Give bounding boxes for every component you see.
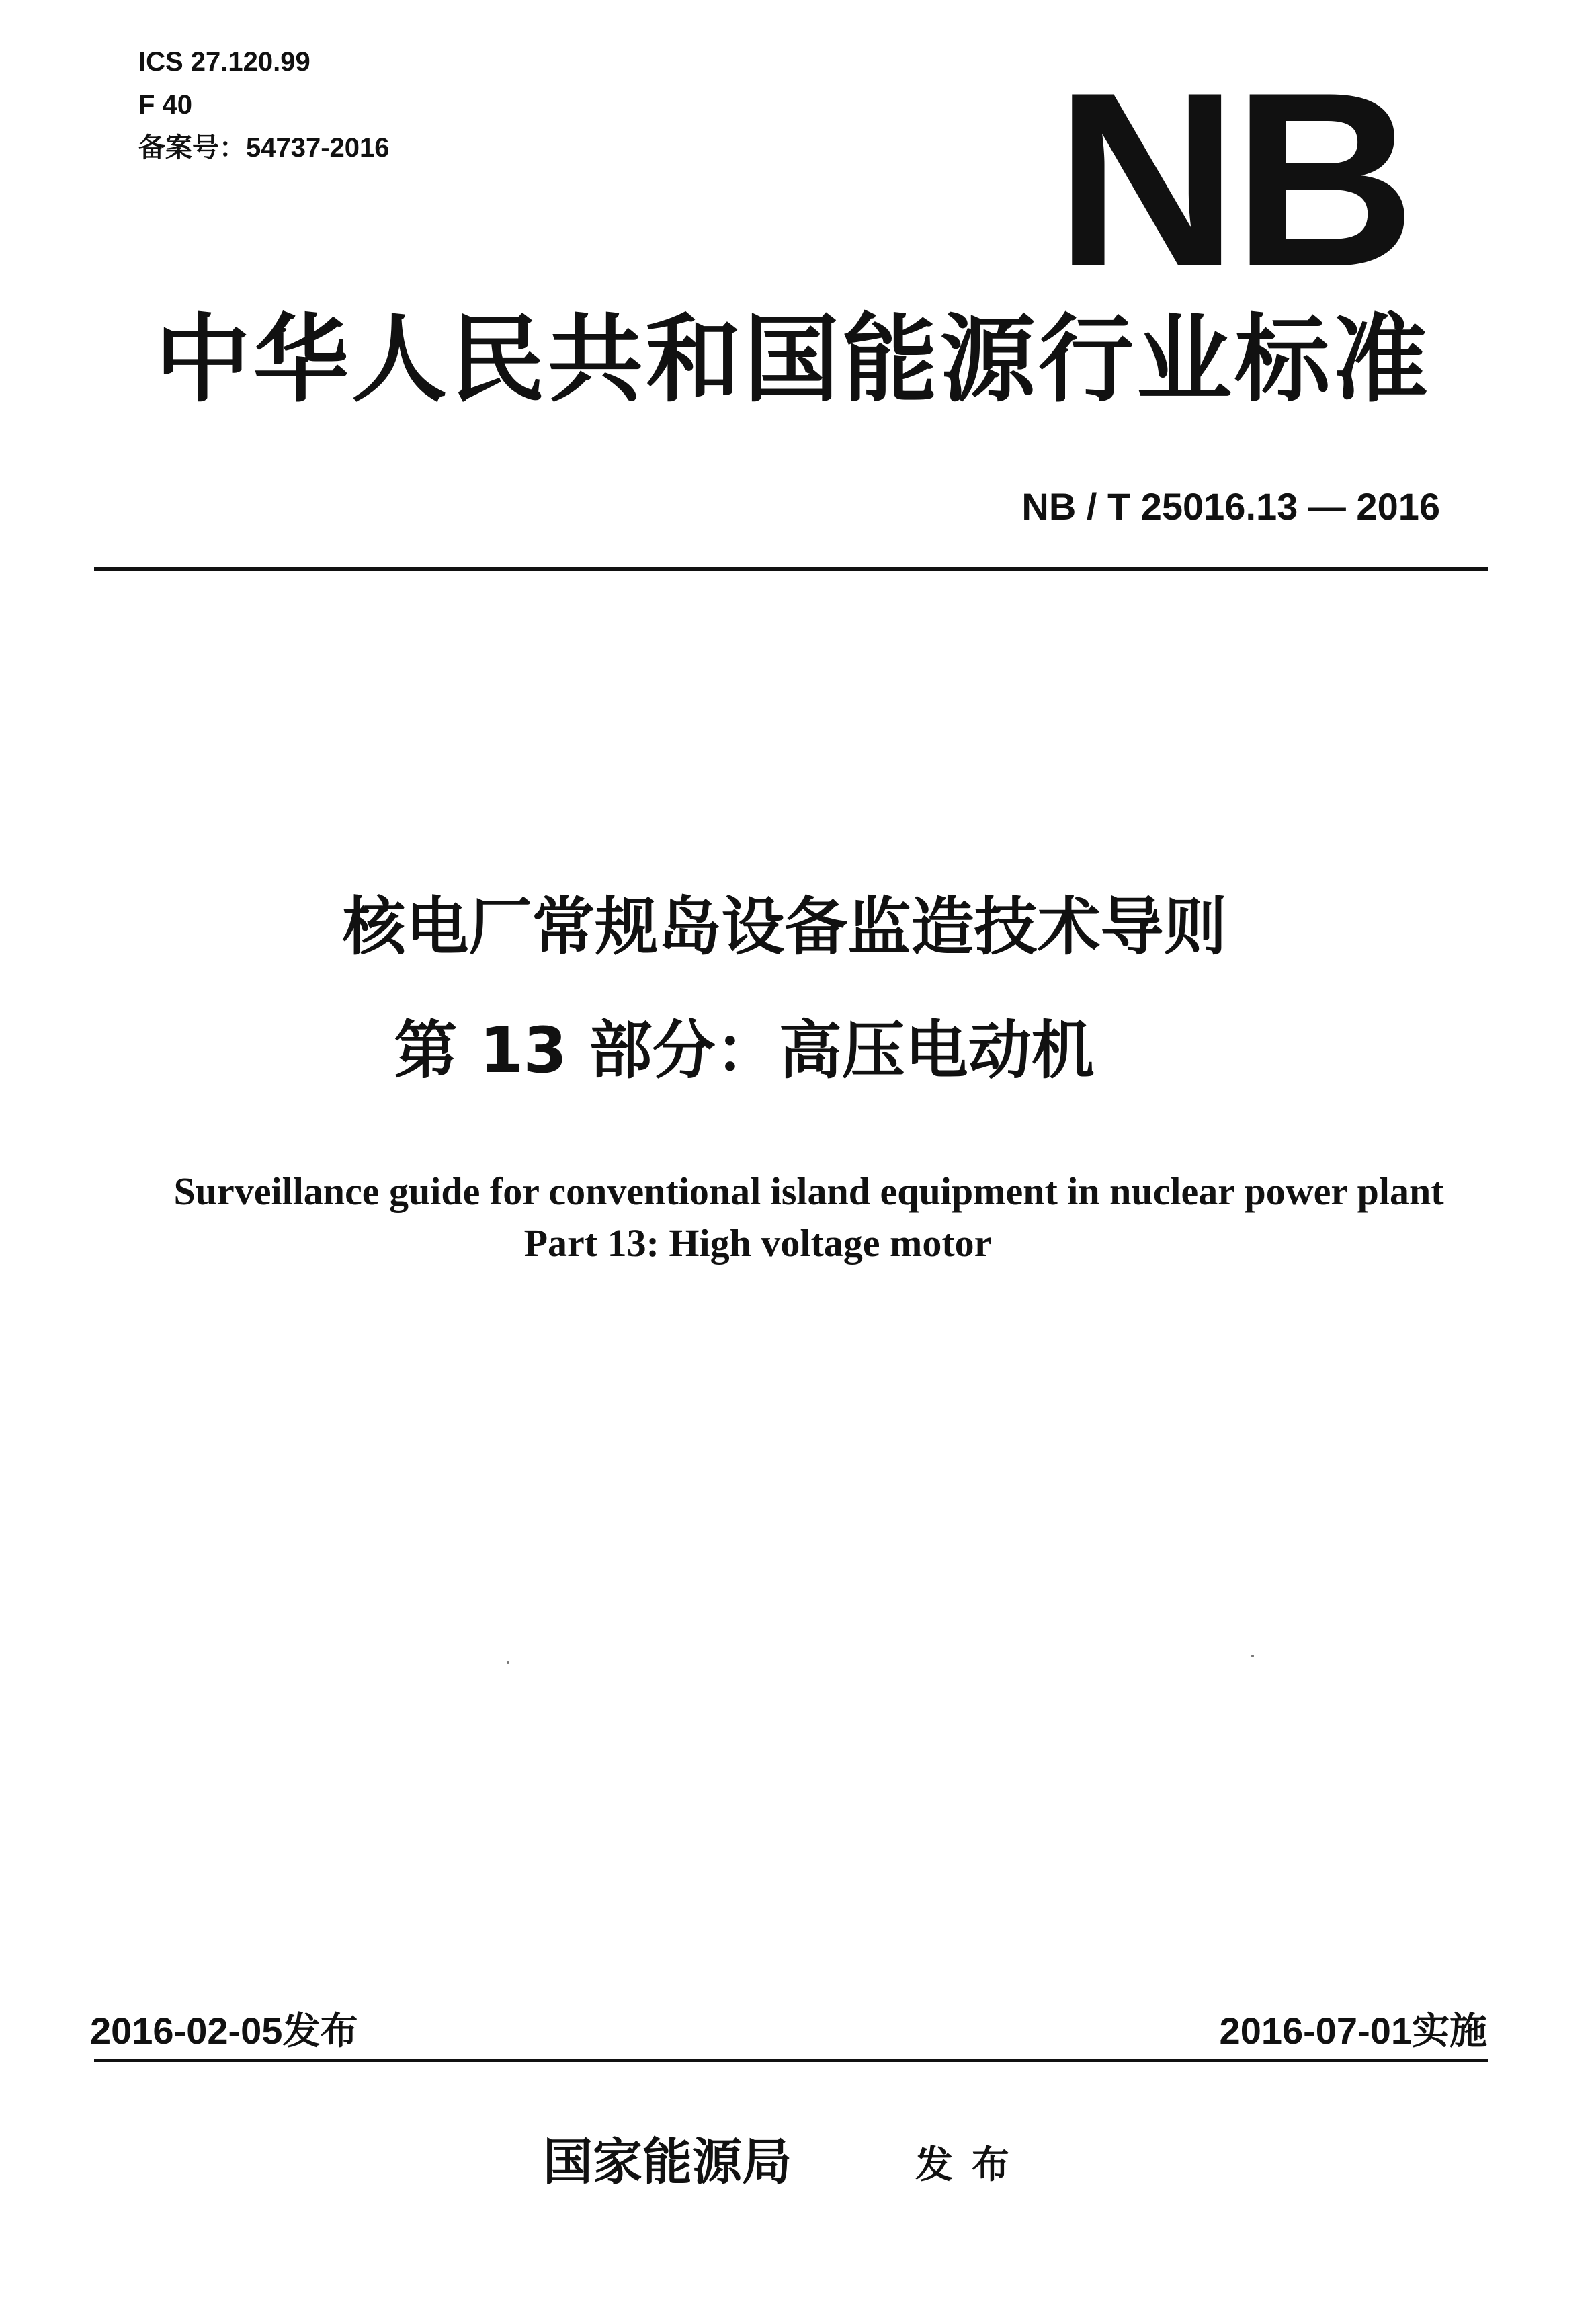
bottom-divider: [94, 2059, 1488, 2062]
standard-type-heading: 中华人民共和国能源行业标准: [155, 304, 1431, 415]
issue-label: 发布: [915, 2143, 1028, 2187]
nb-logo: NB: [1055, 41, 1411, 319]
issue-date: 2016-02-05发布: [90, 2010, 358, 2052]
title-en-line-1: Surveillance guide for conventional island equipment in nuclear power plant: [173, 1169, 1444, 1213]
top-divider: [94, 567, 1488, 571]
standard-number: NB / T 25016.13 — 2016: [1021, 485, 1440, 528]
title-cn-line-1: 核电厂常规岛设备监造技术导则: [342, 890, 1227, 964]
title-cn-line-2: 第 13 部分：高压电动机: [394, 1014, 1095, 1087]
scan-speck: [507, 1661, 509, 1664]
implementation-date: 2016-07-01实施: [1219, 2010, 1487, 2052]
ccs-code: F 40: [138, 90, 193, 120]
scan-speck: [1251, 1655, 1254, 1657]
ics-code: ICS 27.120.99: [138, 47, 310, 77]
issuing-authority: 国家能源局: [543, 2133, 792, 2191]
record-number: 备案号：54737-2016: [138, 133, 390, 163]
title-en-line-2: Part 13: High voltage motor: [523, 1221, 992, 1265]
